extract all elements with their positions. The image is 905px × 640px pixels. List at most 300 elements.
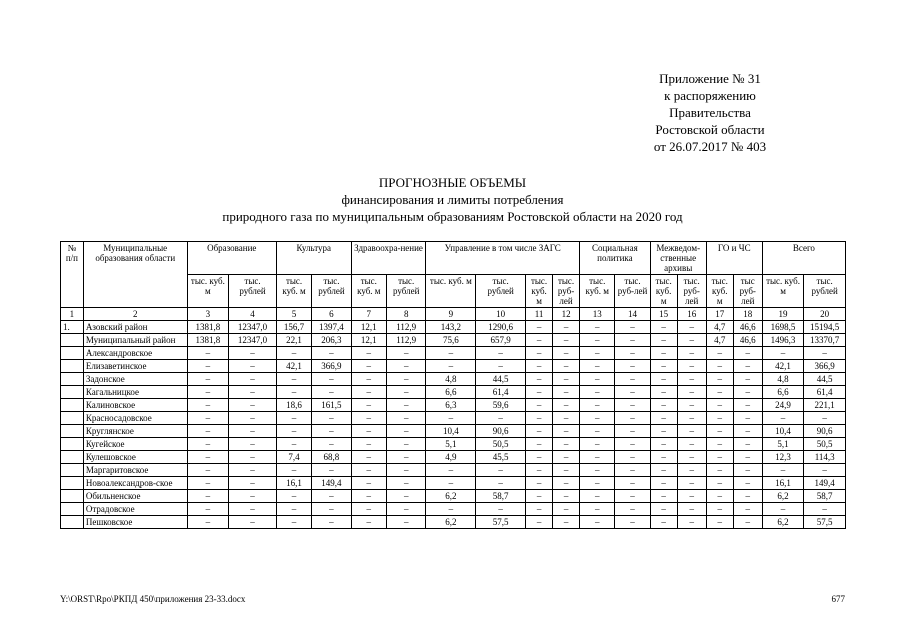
- table-cell: –: [553, 373, 580, 386]
- municipality-name: Кулешовское: [83, 451, 187, 464]
- table-cell: 61,4: [804, 386, 846, 399]
- annex-line: Ростовской области: [655, 122, 765, 137]
- table-cell: –: [187, 425, 229, 438]
- table-cell: 112,9: [386, 334, 425, 347]
- table-cell: 42,1: [762, 360, 804, 373]
- table-cell: –: [733, 412, 762, 425]
- table-cell: –: [476, 477, 526, 490]
- table-cell: –: [386, 438, 425, 451]
- table-cell: 42,1: [276, 360, 311, 373]
- table-cell: –: [526, 360, 553, 373]
- table-cell: –: [187, 386, 229, 399]
- table-cell: –: [312, 425, 351, 438]
- table-cell: –: [187, 347, 229, 360]
- table-cell: –: [677, 399, 706, 412]
- table-cell: –: [312, 503, 351, 516]
- table-cell: –: [526, 451, 553, 464]
- table-cell: –: [229, 451, 277, 464]
- table-cell: –: [476, 503, 526, 516]
- table-cell: 57,5: [476, 516, 526, 529]
- table-cell: –: [615, 425, 650, 438]
- table-cell: –: [386, 399, 425, 412]
- table-cell: –: [650, 451, 677, 464]
- table-cell: 206,3: [312, 334, 351, 347]
- table-cell: 1381,8: [187, 334, 229, 347]
- row-number: [61, 334, 84, 347]
- table-row: [61, 464, 846, 477]
- table-row: [61, 451, 846, 464]
- table-cell: –: [650, 347, 677, 360]
- table-cell: –: [706, 516, 733, 529]
- table-cell: –: [526, 321, 553, 334]
- column-number: 12: [553, 308, 580, 321]
- table-cell: 6,6: [426, 386, 476, 399]
- annex-line: Приложение № 31: [659, 71, 761, 86]
- table-cell: –: [386, 516, 425, 529]
- table-cell: –: [677, 412, 706, 425]
- table-cell: –: [187, 503, 229, 516]
- table-cell: –: [580, 334, 615, 347]
- table-cell: 12,1: [351, 321, 386, 334]
- header-unit: тыс. куб. м: [762, 275, 804, 308]
- table-cell: –: [650, 386, 677, 399]
- table-cell: –: [553, 477, 580, 490]
- header-group: Культура: [276, 242, 351, 275]
- column-number: 6: [312, 308, 351, 321]
- table-cell: –: [476, 412, 526, 425]
- column-number: 13: [580, 308, 615, 321]
- table-cell: –: [762, 347, 804, 360]
- table-cell: –: [386, 412, 425, 425]
- table-cell: –: [804, 503, 846, 516]
- municipality-name: Задонское: [83, 373, 187, 386]
- table-cell: –: [426, 360, 476, 373]
- table-cell: –: [706, 464, 733, 477]
- table-cell: –: [187, 412, 229, 425]
- table-cell: –: [580, 516, 615, 529]
- table-cell: –: [187, 438, 229, 451]
- table-cell: –: [526, 334, 553, 347]
- table-cell: –: [677, 464, 706, 477]
- table-cell: –: [476, 360, 526, 373]
- table-cell: –: [733, 386, 762, 399]
- table-cell: –: [229, 399, 277, 412]
- municipality-name: Новоалександров-ское: [83, 477, 187, 490]
- municipality-name: Кагальницкое: [83, 386, 187, 399]
- table-cell: –: [526, 399, 553, 412]
- table-cell: 5,1: [762, 438, 804, 451]
- table-cell: –: [650, 412, 677, 425]
- table-cell: –: [677, 477, 706, 490]
- table-row: [61, 412, 846, 425]
- table-cell: –: [650, 503, 677, 516]
- table-cell: –: [706, 425, 733, 438]
- municipality-name: Калиновское: [83, 399, 187, 412]
- table-cell: 4,9: [426, 451, 476, 464]
- table-cell: 46,6: [733, 334, 762, 347]
- table-cell: –: [733, 503, 762, 516]
- table-cell: –: [706, 438, 733, 451]
- row-number: [61, 516, 84, 529]
- table-cell: –: [553, 321, 580, 334]
- table-row: [61, 360, 846, 373]
- table-cell: –: [386, 425, 425, 438]
- table-cell: –: [476, 347, 526, 360]
- table-cell: 18,6: [276, 399, 311, 412]
- table-cell: –: [426, 412, 476, 425]
- table-cell: –: [615, 321, 650, 334]
- row-number: [61, 373, 84, 386]
- table-cell: –: [351, 516, 386, 529]
- row-number: [61, 490, 84, 503]
- table-cell: –: [580, 412, 615, 425]
- row-number: [61, 360, 84, 373]
- column-number: 10: [476, 308, 526, 321]
- table-cell: 12347,0: [229, 321, 277, 334]
- table-cell: –: [276, 425, 311, 438]
- table-cell: –: [677, 451, 706, 464]
- municipality-name: Красносадовское: [83, 412, 187, 425]
- table-cell: –: [650, 516, 677, 529]
- table-cell: –: [733, 477, 762, 490]
- table-cell: 161,5: [312, 399, 351, 412]
- header-group: Здравоохра-нение: [351, 242, 426, 275]
- table-cell: –: [706, 477, 733, 490]
- table-cell: –: [615, 464, 650, 477]
- table-cell: –: [650, 490, 677, 503]
- table-cell: –: [650, 321, 677, 334]
- table-cell: –: [276, 503, 311, 516]
- table-cell: –: [677, 490, 706, 503]
- header-unit: тыс. куб. м: [650, 275, 677, 308]
- table-cell: –: [426, 477, 476, 490]
- table-cell: 7,4: [276, 451, 311, 464]
- title-line-3: природного газа по муниципальным образованиям Ростовской области на 2020 год: [222, 209, 683, 224]
- table-cell: –: [229, 503, 277, 516]
- table-cell: –: [312, 464, 351, 477]
- table-cell: 68,8: [312, 451, 351, 464]
- table-cell: –: [733, 399, 762, 412]
- column-number: 9: [426, 308, 476, 321]
- table-cell: –: [276, 347, 311, 360]
- row-number: [61, 412, 84, 425]
- table-cell: –: [580, 347, 615, 360]
- table-cell: 44,5: [804, 373, 846, 386]
- table-cell: 12,1: [351, 334, 386, 347]
- header-unit: тыс. куб. м: [580, 275, 615, 308]
- table-cell: 6,2: [762, 516, 804, 529]
- table-cell: –: [615, 490, 650, 503]
- header-unit: тыс. рублей: [476, 275, 526, 308]
- table-cell: –: [351, 464, 386, 477]
- header-unit: тыс. рублей: [312, 275, 351, 308]
- table-cell: –: [677, 438, 706, 451]
- table-cell: –: [553, 386, 580, 399]
- table-cell: –: [276, 412, 311, 425]
- table-cell: 156,7: [276, 321, 311, 334]
- table-cell: 90,6: [804, 425, 846, 438]
- table-cell: –: [677, 373, 706, 386]
- row-number: 1.: [61, 321, 84, 334]
- row-number: [61, 438, 84, 451]
- footer-page-number: 677: [831, 594, 845, 604]
- table-cell: –: [615, 360, 650, 373]
- header-unit: тыс. руб-лей: [553, 275, 580, 308]
- table-cell: –: [650, 360, 677, 373]
- table-cell: –: [386, 347, 425, 360]
- table-cell: –: [733, 373, 762, 386]
- table-cell: –: [580, 438, 615, 451]
- table-cell: –: [386, 386, 425, 399]
- column-number: 19: [762, 308, 804, 321]
- table-cell: –: [351, 360, 386, 373]
- table-cell: –: [526, 425, 553, 438]
- table-cell: –: [526, 490, 553, 503]
- table-cell: –: [580, 360, 615, 373]
- table-cell: 45,5: [476, 451, 526, 464]
- table-cell: –: [426, 503, 476, 516]
- table-cell: –: [187, 477, 229, 490]
- table-cell: –: [312, 438, 351, 451]
- table-row: [61, 425, 846, 438]
- table-cell: –: [229, 360, 277, 373]
- column-number: 16: [677, 308, 706, 321]
- table-cell: –: [615, 334, 650, 347]
- table-row: [61, 399, 846, 412]
- table-cell: 58,7: [476, 490, 526, 503]
- table-cell: –: [386, 360, 425, 373]
- title-line-1: ПРОГНОЗНЫЕ ОБЪЕМЫ: [378, 175, 527, 190]
- table-cell: –: [386, 477, 425, 490]
- table-cell: –: [580, 321, 615, 334]
- table-cell: –: [580, 464, 615, 477]
- table-cell: –: [351, 373, 386, 386]
- table-cell: –: [580, 477, 615, 490]
- header-num: № п/п: [61, 242, 84, 308]
- table-cell: 22,1: [276, 334, 311, 347]
- table-cell: –: [276, 386, 311, 399]
- table-cell: –: [804, 464, 846, 477]
- table-cell: –: [804, 347, 846, 360]
- table-cell: –: [733, 438, 762, 451]
- table-cell: –: [650, 334, 677, 347]
- header-municipality: Муниципальные образования области: [83, 242, 187, 308]
- table-cell: –: [351, 490, 386, 503]
- table-cell: –: [187, 399, 229, 412]
- header-unit: тыс. куб. м: [187, 275, 229, 308]
- row-number: [61, 399, 84, 412]
- table-cell: –: [733, 360, 762, 373]
- table-cell: –: [526, 347, 553, 360]
- table-cell: 4,8: [426, 373, 476, 386]
- table-cell: –: [386, 503, 425, 516]
- municipality-name: Елизаветинское: [83, 360, 187, 373]
- table-cell: –: [580, 425, 615, 438]
- table-cell: 10,4: [762, 425, 804, 438]
- header-row-groups: [61, 242, 846, 275]
- table-cell: 6,3: [426, 399, 476, 412]
- table-cell: –: [580, 503, 615, 516]
- municipality-name: Маргаритовское: [83, 464, 187, 477]
- table-cell: –: [526, 477, 553, 490]
- table-cell: –: [580, 399, 615, 412]
- table-cell: –: [351, 386, 386, 399]
- table-cell: 221,1: [804, 399, 846, 412]
- table-cell: 12,3: [762, 451, 804, 464]
- table-cell: –: [526, 516, 553, 529]
- table-cell: 143,2: [426, 321, 476, 334]
- header-group: Образование: [187, 242, 276, 275]
- annex-block: [610, 70, 810, 155]
- table-cell: –: [276, 464, 311, 477]
- table-cell: –: [706, 386, 733, 399]
- header-unit: тыс. руб-лей: [677, 275, 706, 308]
- table-cell: –: [615, 347, 650, 360]
- table-cell: –: [351, 412, 386, 425]
- table-cell: 1290,6: [476, 321, 526, 334]
- table-cell: 57,5: [804, 516, 846, 529]
- municipality-name: Пешковское: [83, 516, 187, 529]
- table-cell: –: [762, 464, 804, 477]
- table-row: [61, 373, 846, 386]
- table-cell: –: [677, 516, 706, 529]
- table-cell: –: [312, 373, 351, 386]
- table-cell: –: [229, 490, 277, 503]
- table-cell: –: [526, 373, 553, 386]
- table-cell: –: [615, 503, 650, 516]
- header-unit: тыс. руб-лей: [615, 275, 650, 308]
- column-number: 14: [615, 308, 650, 321]
- table-cell: –: [615, 477, 650, 490]
- table-cell: –: [650, 464, 677, 477]
- table-cell: 16,1: [762, 477, 804, 490]
- table-cell: 12347,0: [229, 334, 277, 347]
- table-cell: –: [615, 451, 650, 464]
- table-cell: –: [804, 412, 846, 425]
- table-cell: –: [526, 438, 553, 451]
- table-cell: –: [580, 386, 615, 399]
- table-cell: –: [426, 464, 476, 477]
- table-cell: –: [553, 360, 580, 373]
- table-cell: 61,4: [476, 386, 526, 399]
- table-cell: 1496,3: [762, 334, 804, 347]
- table-cell: 59,6: [476, 399, 526, 412]
- table-cell: –: [553, 425, 580, 438]
- table-cell: –: [615, 373, 650, 386]
- table-cell: –: [229, 425, 277, 438]
- table-row: [61, 438, 846, 451]
- table-cell: –: [351, 477, 386, 490]
- column-number: 1: [61, 308, 84, 321]
- table-cell: –: [187, 464, 229, 477]
- table-cell: –: [229, 477, 277, 490]
- table-cell: –: [476, 464, 526, 477]
- table-cell: –: [229, 373, 277, 386]
- table-cell: 44,5: [476, 373, 526, 386]
- header-unit: тыс. куб. м: [706, 275, 733, 308]
- row-number: [61, 386, 84, 399]
- table-cell: –: [276, 373, 311, 386]
- table-cell: –: [580, 373, 615, 386]
- header-group: Всего: [762, 242, 845, 275]
- table-cell: 366,9: [312, 360, 351, 373]
- document-title: [0, 174, 905, 225]
- table-cell: –: [526, 412, 553, 425]
- header-group: Управление в том числе ЗАГС: [426, 242, 580, 275]
- table-row: [61, 477, 846, 490]
- table-cell: –: [312, 347, 351, 360]
- column-number: 5: [276, 308, 311, 321]
- table-cell: –: [733, 347, 762, 360]
- table-cell: –: [553, 412, 580, 425]
- table-cell: –: [187, 373, 229, 386]
- table-cell: –: [386, 451, 425, 464]
- table-cell: –: [733, 516, 762, 529]
- table-cell: –: [615, 438, 650, 451]
- table-cell: 6,2: [426, 490, 476, 503]
- footer-file-path: Y:\ORST\Rpo\РКПД 450\приложения 23-33.docx: [60, 594, 246, 604]
- header-group: ГО и ЧС: [706, 242, 762, 275]
- table-cell: 366,9: [804, 360, 846, 373]
- header-unit: тыс. куб. м: [351, 275, 386, 308]
- table-cell: –: [733, 490, 762, 503]
- table-row: [61, 386, 846, 399]
- row-number: [61, 451, 84, 464]
- table-cell: –: [229, 386, 277, 399]
- table-cell: 1698,5: [762, 321, 804, 334]
- table-cell: –: [553, 347, 580, 360]
- table-cell: –: [526, 386, 553, 399]
- table-cell: –: [553, 399, 580, 412]
- annex-line: к распоряжению: [664, 88, 756, 103]
- table-cell: –: [229, 516, 277, 529]
- municipality-name: Отрадовское: [83, 503, 187, 516]
- table-cell: –: [733, 425, 762, 438]
- column-number: 2: [83, 308, 187, 321]
- table-cell: –: [351, 503, 386, 516]
- table-cell: –: [706, 373, 733, 386]
- table-cell: 58,7: [804, 490, 846, 503]
- table-cell: –: [762, 412, 804, 425]
- table-cell: –: [426, 347, 476, 360]
- table-cell: –: [351, 347, 386, 360]
- table-cell: –: [351, 451, 386, 464]
- table-row: [61, 503, 846, 516]
- table-row: [61, 516, 846, 529]
- table-cell: –: [553, 490, 580, 503]
- table-cell: –: [553, 451, 580, 464]
- table-cell: 149,4: [804, 477, 846, 490]
- table-cell: 5,1: [426, 438, 476, 451]
- column-number: 18: [733, 308, 762, 321]
- table-cell: –: [615, 516, 650, 529]
- table-cell: –: [229, 412, 277, 425]
- table-cell: –: [733, 464, 762, 477]
- title-line-2: финансирования и лимиты потребления: [341, 192, 564, 207]
- header-row-column-numbers: [61, 308, 846, 321]
- header-unit: тыс. куб. м: [426, 275, 476, 308]
- table-cell: –: [386, 464, 425, 477]
- municipality-name: Азовский район: [83, 321, 187, 334]
- header-group: Межведом-ственные архивы: [650, 242, 706, 275]
- table-cell: –: [386, 490, 425, 503]
- table-row: [61, 321, 846, 334]
- table-cell: –: [187, 360, 229, 373]
- row-number: [61, 503, 84, 516]
- table-cell: –: [553, 438, 580, 451]
- table-cell: –: [351, 438, 386, 451]
- column-number: 11: [526, 308, 553, 321]
